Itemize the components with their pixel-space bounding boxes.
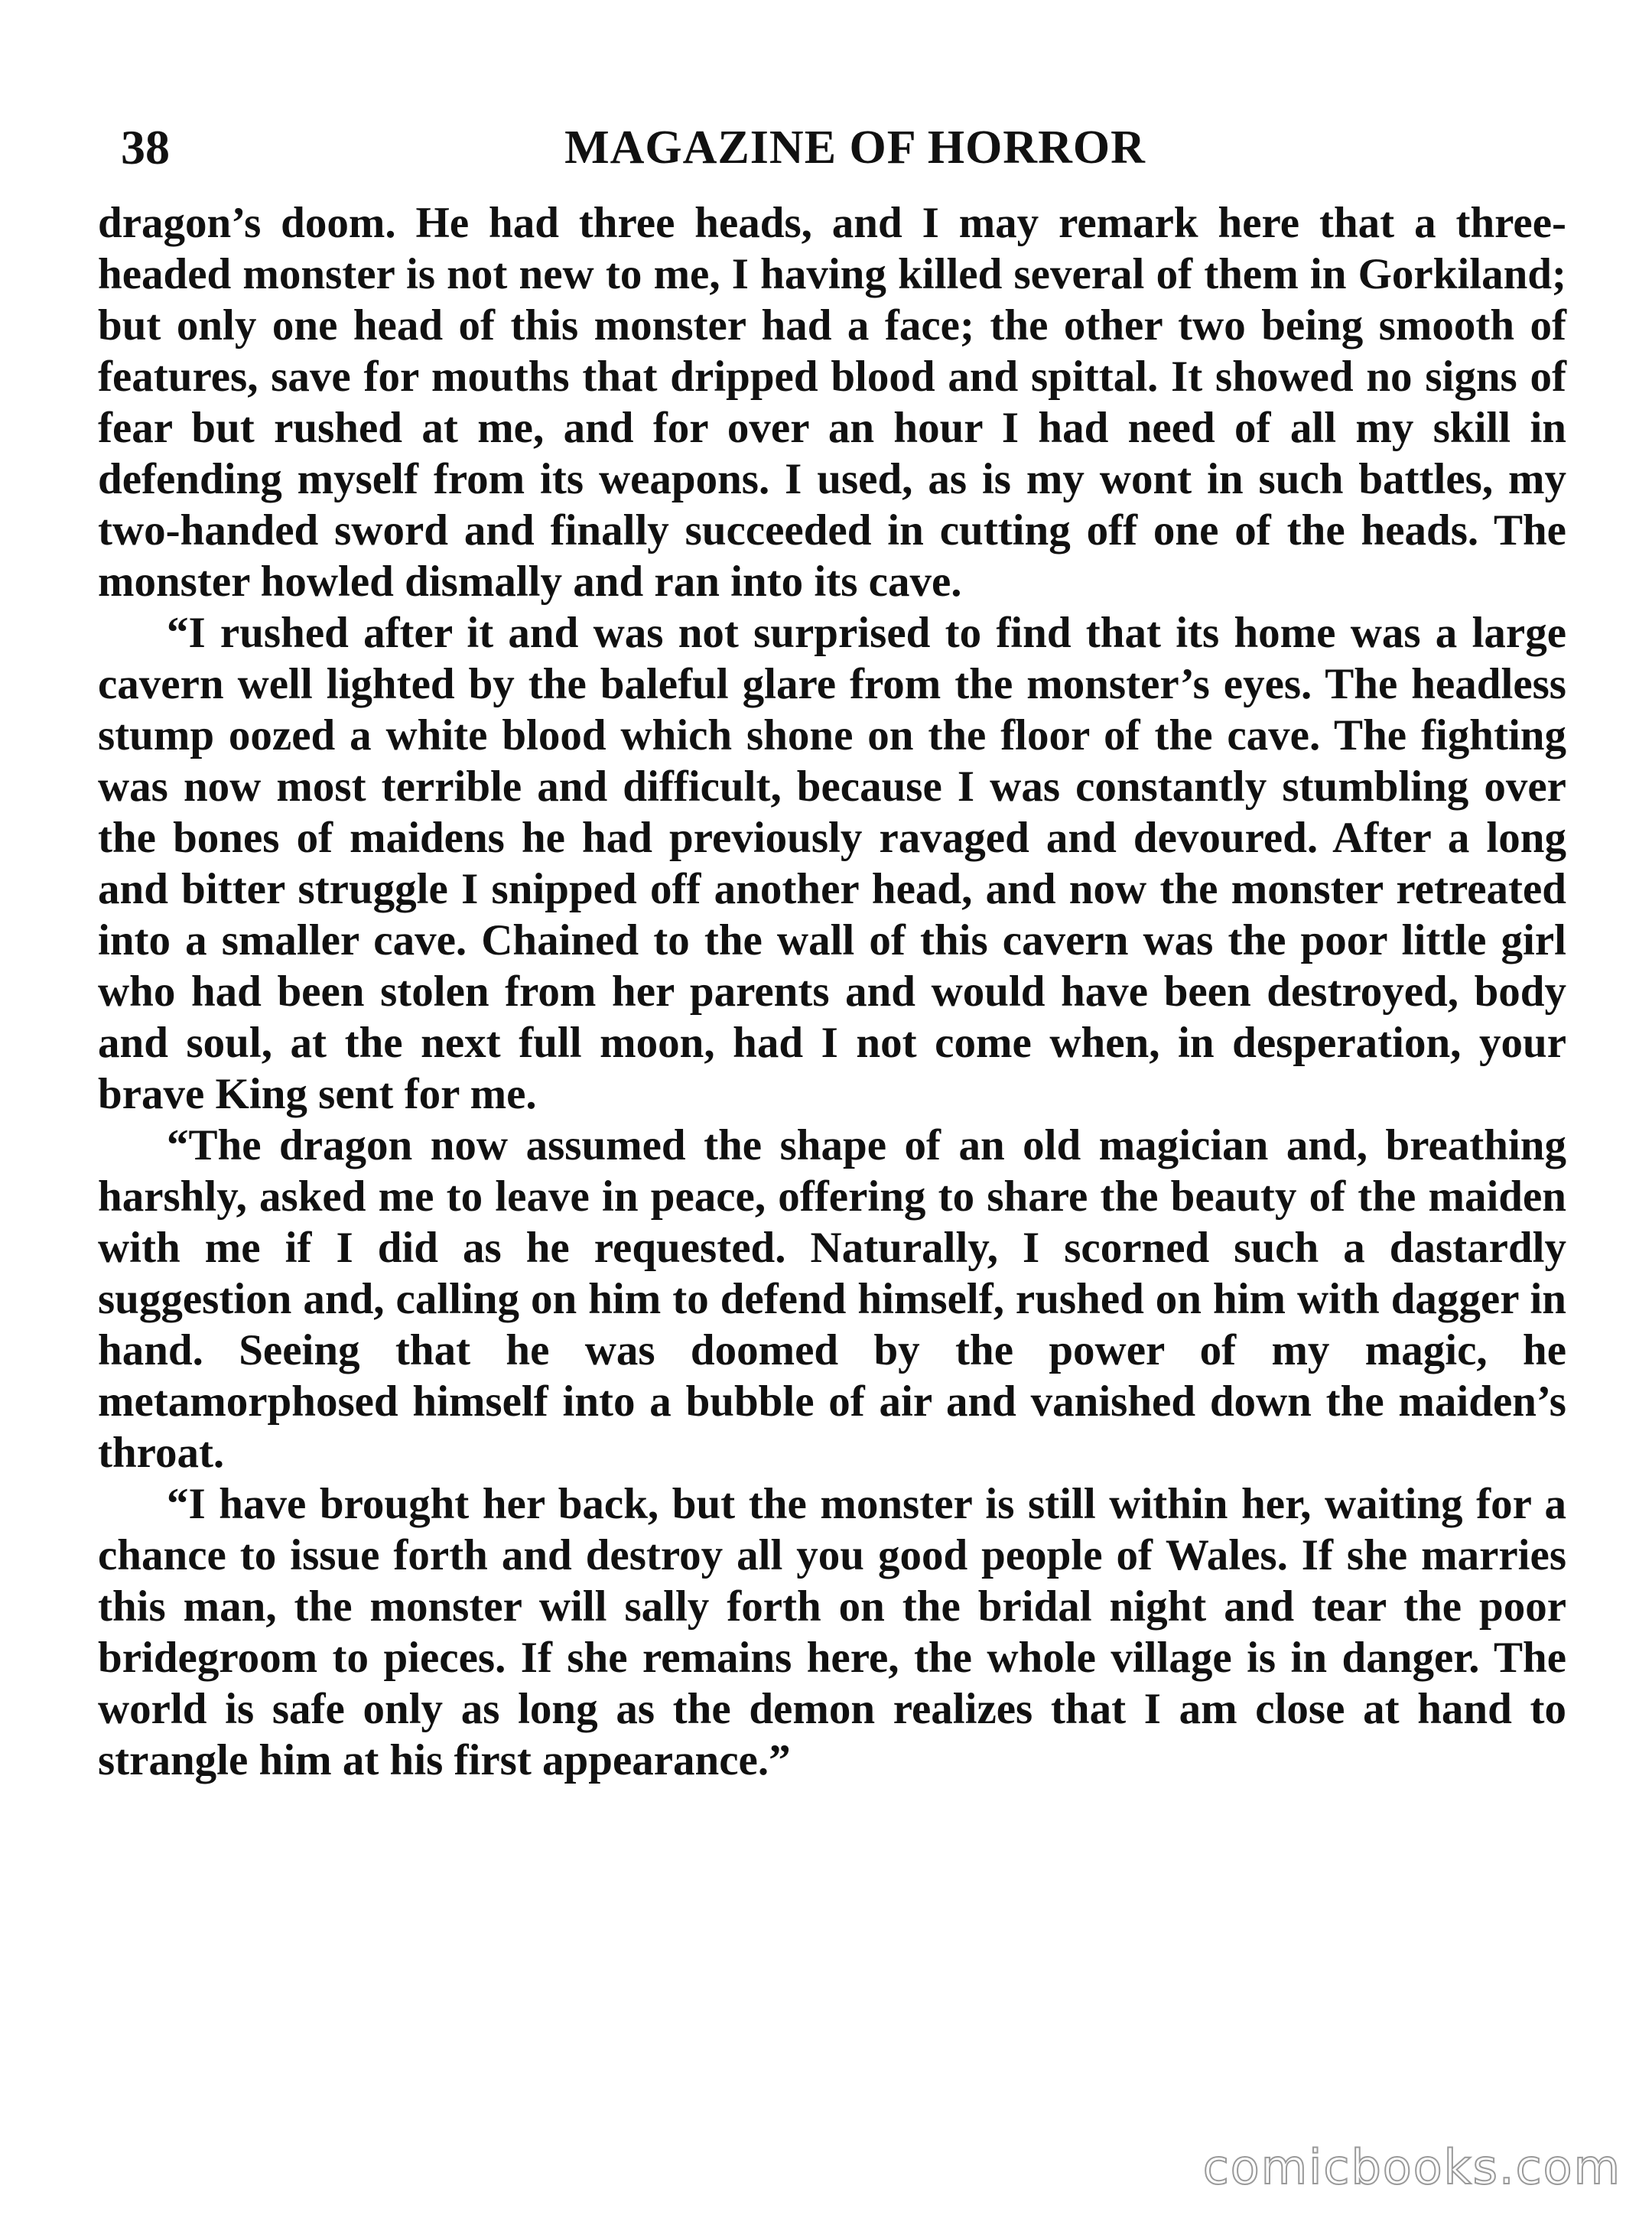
page-body [98, 197, 1566, 1786]
watermark-text: comicbooks.com [1202, 2139, 1621, 2195]
running-head: MAGAZINE OF HORROR [564, 122, 1146, 174]
page-number: 38 [121, 120, 170, 174]
paragraph-2: “I rushed after it and was not surprised to find that its home was a large cavern well lighted by the baleful glare from the monster’s eyes. The headless stump oozed a white blood which shone on the floor of the cave. The fighting was now most terrible and difficult, because I was constantly stumbling over the bones of maidens he had previously ravaged and devoured. After a long and bitter struggle I snipped off another head, and now the monster retreated into a smaller cave. Chained to the wall of this cavern was the poor little girl who had been stolen from her parents and would have been destroyed, body and soul, at the next full moon, had I not come when, in desperation, your brave King sent for me. [98, 609, 1566, 1118]
paragraph-3: “The dragon now assumed the shape of an old magician and, breathing harshly, asked me to leave in peace, offering to share the beauty of the maiden with me if I did as he requested. Naturally, I scorned such a dastardly suggestion and, calling on him to defend himself, rushed on him with dagger in hand. Seeing that he was doomed by the power of my magic, he metamorphosed himself into a bubble of air and vanished down the maiden’s throat. [98, 1121, 1566, 1477]
paragraph-1: dragon’s doom. He had three heads, and I may remark here that a three-headed monster is not new to me, I having killed several of them in Gorkiland; but only one head of this monster had a face; the other two being smooth of features, save for mouths that dripped blood and spittal. It showed no signs of fear but rushed at me, and for over an hour I had need of all my skill in defending myself from its weapons. I used, as is my wont in such battles, my two-handed sword and finally succeeded in cutting off one of the heads. The monster howled dismally and ran into its cave. [98, 199, 1566, 606]
paragraph-4: “I have brought her back, but the monster is still within her, waiting for a chance to issue forth and destroy all you good people of Wales. If she marries this man, the monster will sally forth on the bridal night and tear the poor bridegroom to pieces. If she remains here, the whole village is in danger. The world is safe only as long as the demon realizes that I am close at hand to strangle him at his first appearance.” [98, 1480, 1566, 1784]
page-header [98, 113, 1566, 182]
